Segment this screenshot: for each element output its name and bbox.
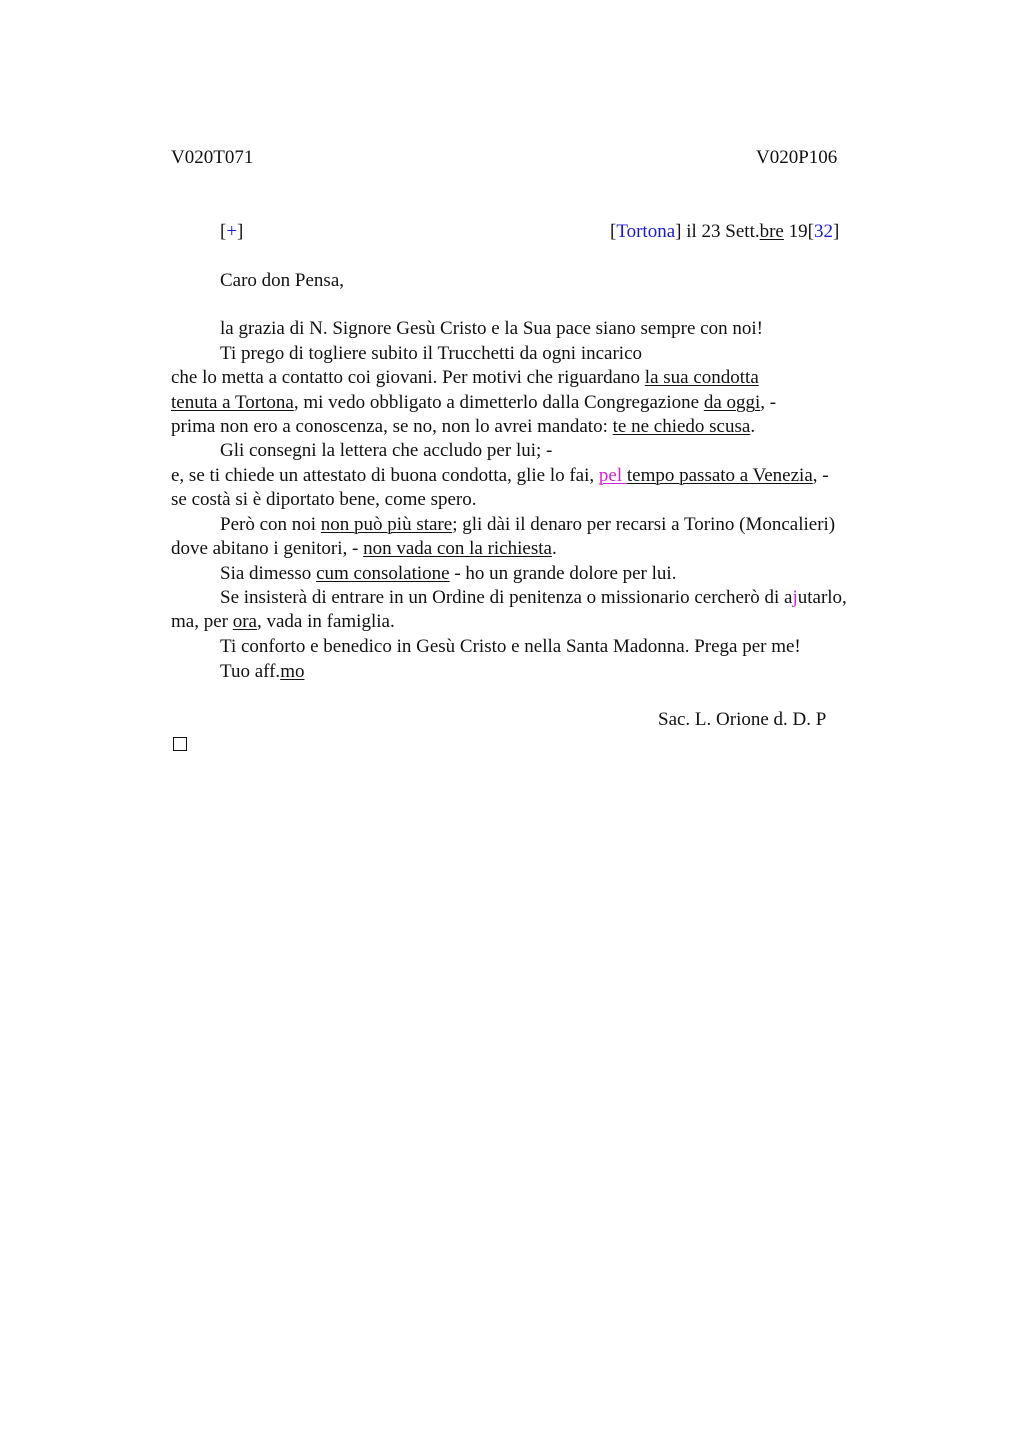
body-line-4 xyxy=(171,391,776,415)
cross-symbol: + xyxy=(226,221,238,242)
body-line-13-end: , vada in famiglia. xyxy=(257,611,395,632)
body-line-8: se costà si è diportato bene, come spero. xyxy=(171,489,477,510)
date-month-suffix: bre xyxy=(759,221,784,242)
place-name: Tortona xyxy=(616,221,676,242)
date-year: 32 xyxy=(813,221,833,242)
date-year-prefix: 19[ xyxy=(783,221,814,242)
body-line-10 xyxy=(171,537,557,561)
closing-superscript: mo xyxy=(280,661,305,682)
body-line-11 xyxy=(220,562,676,586)
body-line-7-underlined: tempo passato a Venezia xyxy=(626,465,813,486)
body-line-1: la grazia di N. Signore Gesù Cristo e la Sua pace siano sempre con noi! xyxy=(220,318,763,339)
body-line-11-underlined: cum consolatione xyxy=(316,563,450,584)
body-line-2: Ti prego di togliere subito il Trucchetti da ogni incarico xyxy=(220,343,642,364)
body-line-5 xyxy=(171,415,755,439)
closing-text: Tuo aff. xyxy=(220,661,281,682)
body-line-9 xyxy=(220,513,835,537)
body-line-10-text: dove abitano i genitori, - xyxy=(171,538,364,559)
date-line: [Tortona] il 23 Sett.bre 19[32] xyxy=(610,221,840,242)
body-line-5-underlined: te ne chiedo scusa xyxy=(612,416,751,437)
document-code-right: V020P106 xyxy=(756,147,838,168)
body-line-12-correction: j xyxy=(792,587,798,608)
empty-square-icon xyxy=(173,737,187,751)
body-line-13-text: ma, per xyxy=(171,611,233,632)
signature: Sac. L. Orione d. D. P xyxy=(658,709,827,730)
body-line-9-text: Però con noi xyxy=(220,514,321,535)
body-line-9-end: ; gli dài il denaro per recarsi a Torino (Moncalieri) xyxy=(452,514,836,535)
body-line-14: Ti conforto e benedico in Gesù Cristo e nella Santa Madonna. Prega per me! xyxy=(220,636,801,657)
body-line-4-underlined-2: da oggi xyxy=(703,392,761,413)
body-line-5-end: . xyxy=(750,416,756,437)
body-line-12 xyxy=(220,586,847,610)
body-line-4-underlined: tenuta a Tortona xyxy=(171,392,294,413)
body-line-7-text: e, se ti chiede un attestato di buona condotta, glie lo fai, xyxy=(171,465,599,486)
body-line-7 xyxy=(171,464,829,488)
date-prefix: il 23 Sett. xyxy=(681,221,760,242)
body-line-4-text: , mi vedo obbligato a dimetterlo dalla Congregazione xyxy=(293,392,704,413)
body-line-11-text: Sia dimesso xyxy=(220,563,317,584)
cross-marker: [+] xyxy=(220,221,244,242)
body-line-9-underlined: non può più stare xyxy=(320,514,453,535)
body-line-5-text: prima non ero a conoscenza, se no, non lo avrei mandato: xyxy=(171,416,613,437)
body-line-12-end: utarlo, xyxy=(797,587,847,608)
body-line-13-underlined: ora xyxy=(232,611,257,632)
body-line-10-end: . xyxy=(551,538,557,559)
body-line-12-text: Se insisterà di entrare in un Ordine di penitenza o missionario cercherò di a xyxy=(220,587,793,608)
body-line-3-underlined: la sua condotta xyxy=(644,367,759,388)
body-line-10-underlined: non vada con la richiesta xyxy=(363,538,552,559)
body-line-7-correction: pel xyxy=(598,465,627,486)
document-code-left: V020T071 xyxy=(171,147,254,168)
body-line-3 xyxy=(171,366,759,390)
body-line-6: Gli consegni la lettera che accludo per lui; - xyxy=(220,440,553,461)
body-line-3-text: che lo metta a contatto coi giovani. Per motivi che riguardano xyxy=(171,367,645,388)
salutation: Caro don Pensa, xyxy=(220,270,345,291)
body-line-13 xyxy=(171,610,395,634)
body-line-4-end: , - xyxy=(760,392,777,413)
closing-line xyxy=(220,660,304,684)
body-line-11-end: - ho un grande dolore per lui. xyxy=(449,563,677,584)
body-line-7-end: , - xyxy=(812,465,829,486)
